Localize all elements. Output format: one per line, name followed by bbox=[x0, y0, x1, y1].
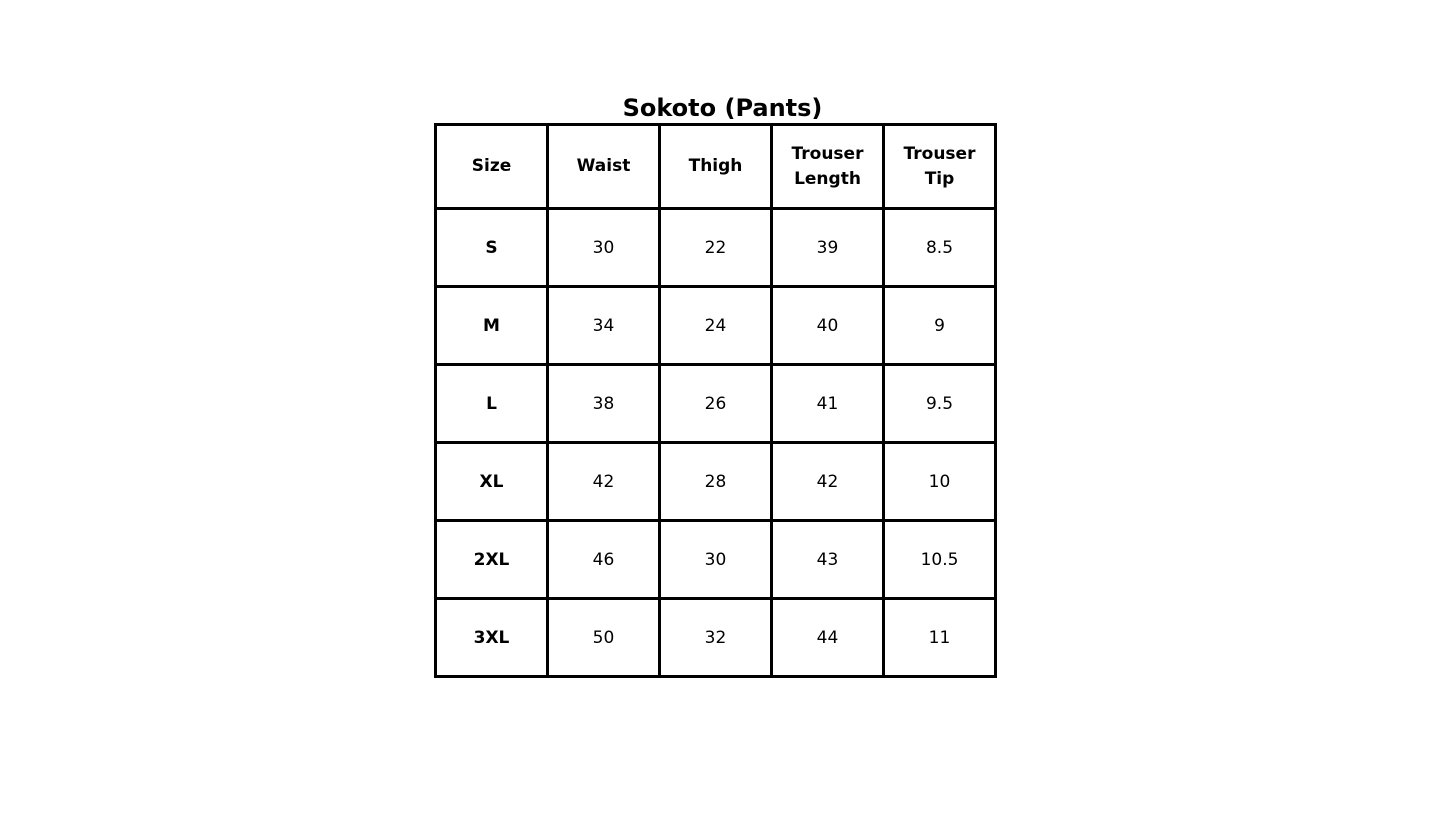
column-header-thigh bbox=[660, 125, 772, 209]
thigh-cell: 26 bbox=[660, 365, 772, 443]
size-cell: 2XL bbox=[436, 521, 548, 599]
size-chart-table bbox=[434, 123, 997, 678]
table-row bbox=[436, 521, 996, 599]
size-cell: 3XL bbox=[436, 599, 548, 677]
size-cell: S bbox=[436, 209, 548, 287]
trouser-length-cell: 41 bbox=[772, 365, 884, 443]
size-cell: M bbox=[436, 287, 548, 365]
trouser-tip-cell: 9 bbox=[884, 287, 996, 365]
trouser-length-cell: 42 bbox=[772, 443, 884, 521]
trouser-tip-cell: 11 bbox=[884, 599, 996, 677]
column-header-label: Trouser Tip bbox=[903, 143, 976, 189]
trouser-length-cell: 40 bbox=[772, 287, 884, 365]
thigh-cell: 32 bbox=[660, 599, 772, 677]
page-title: Sokoto (Pants) bbox=[622, 94, 823, 122]
table-row bbox=[436, 443, 996, 521]
column-header-trouser-length bbox=[772, 125, 884, 209]
column-header-trouser-tip bbox=[884, 125, 996, 209]
trouser-length-cell: 39 bbox=[772, 209, 884, 287]
column-header-label: Waist bbox=[576, 156, 631, 176]
trouser-length-cell: 43 bbox=[772, 521, 884, 599]
thigh-cell: 24 bbox=[660, 287, 772, 365]
trouser-tip-cell: 10 bbox=[884, 443, 996, 521]
column-header-label: Trouser Length bbox=[791, 143, 864, 189]
table-row bbox=[436, 365, 996, 443]
waist-cell: 46 bbox=[548, 521, 660, 599]
waist-cell: 50 bbox=[548, 599, 660, 677]
trouser-tip-cell: 8.5 bbox=[884, 209, 996, 287]
waist-cell: 34 bbox=[548, 287, 660, 365]
column-header-label: Thigh bbox=[688, 156, 743, 176]
thigh-cell: 30 bbox=[660, 521, 772, 599]
trouser-tip-cell: 10.5 bbox=[884, 521, 996, 599]
column-header-size bbox=[436, 125, 548, 209]
column-header-waist bbox=[548, 125, 660, 209]
size-cell: XL bbox=[436, 443, 548, 521]
thigh-cell: 28 bbox=[660, 443, 772, 521]
table-header-row bbox=[436, 125, 996, 209]
size-cell: L bbox=[436, 365, 548, 443]
waist-cell: 38 bbox=[548, 365, 660, 443]
trouser-length-cell: 44 bbox=[772, 599, 884, 677]
waist-cell: 30 bbox=[548, 209, 660, 287]
table-row bbox=[436, 599, 996, 677]
table-row bbox=[436, 287, 996, 365]
table-row bbox=[436, 209, 996, 287]
trouser-tip-cell: 9.5 bbox=[884, 365, 996, 443]
column-header-label: Size bbox=[471, 156, 512, 176]
thigh-cell: 22 bbox=[660, 209, 772, 287]
waist-cell: 42 bbox=[548, 443, 660, 521]
